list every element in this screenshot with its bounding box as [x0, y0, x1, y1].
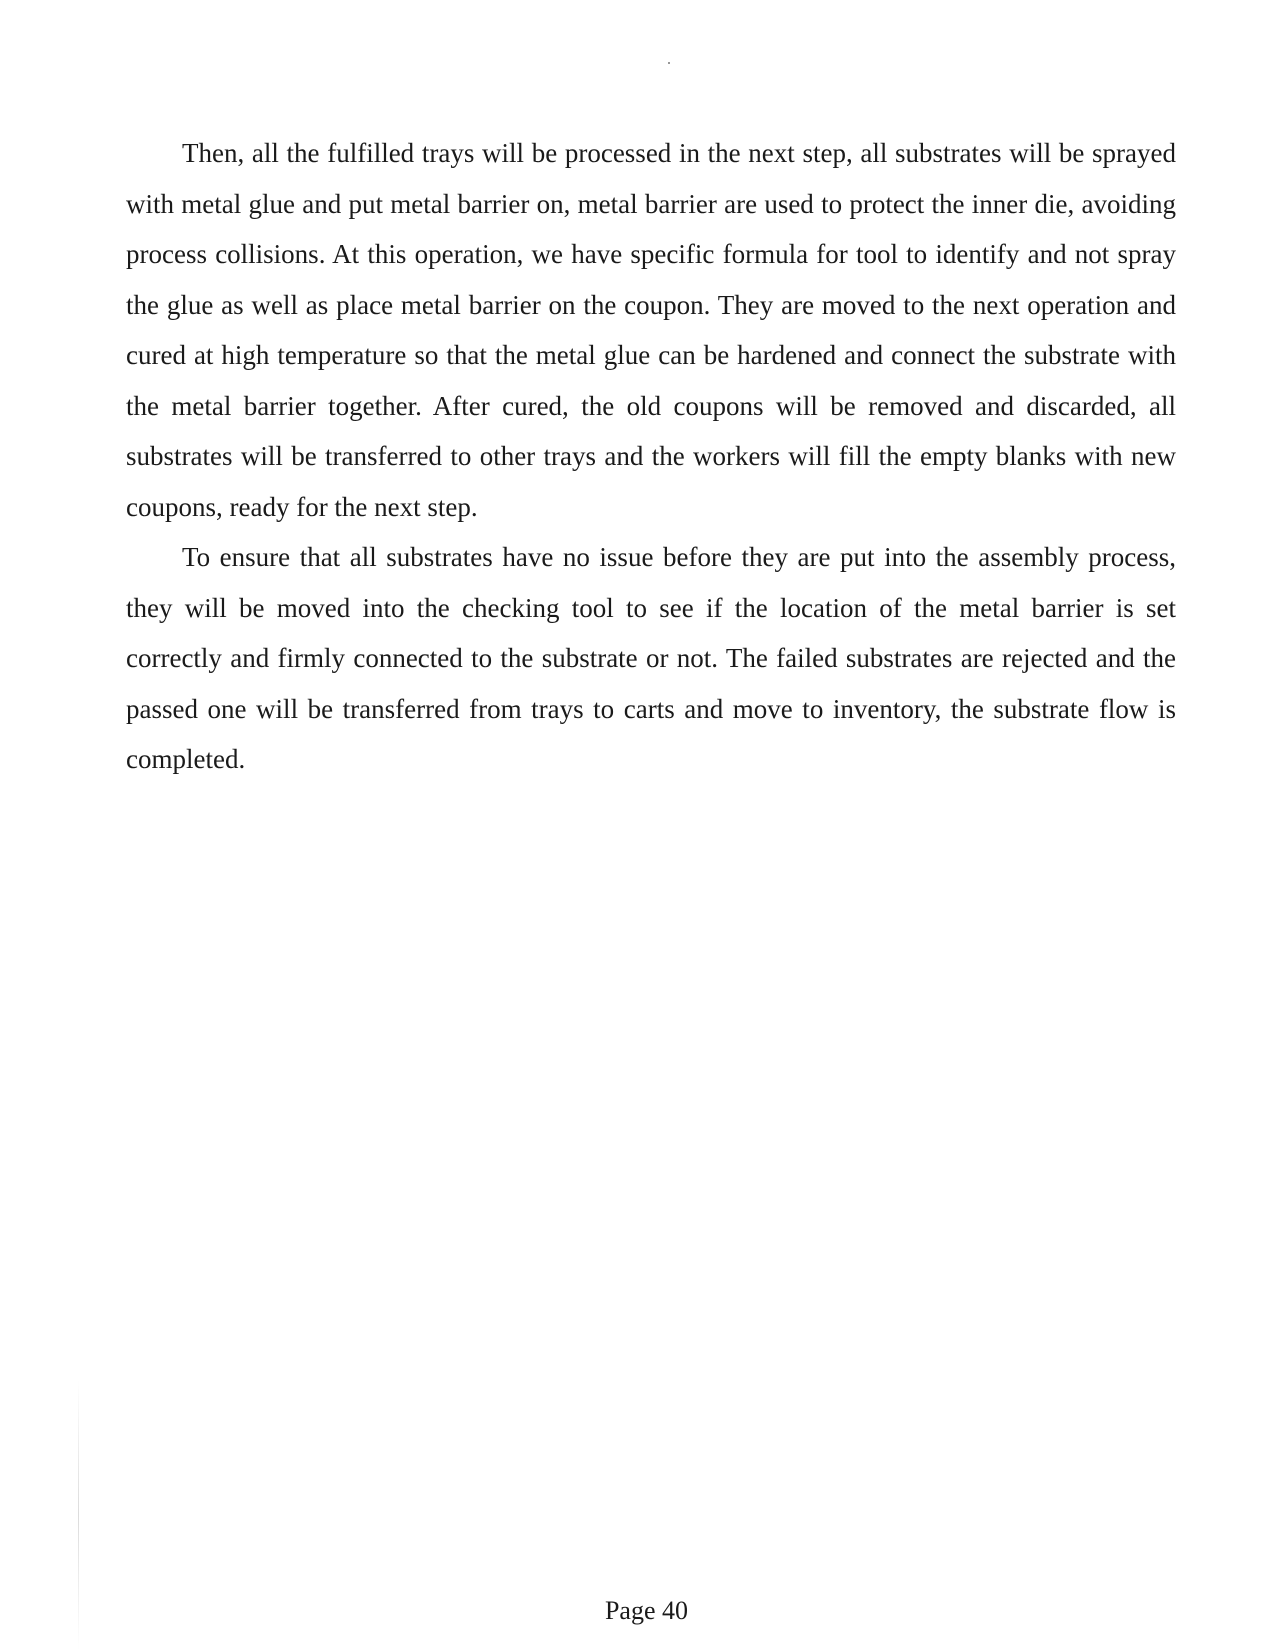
scan-artifact-dot [668, 62, 670, 64]
page-number: Page 40 [604, 1596, 689, 1625]
paragraph-substrate-processing: Then, all the fulfilled trays will be processed in the next step, all substrates will be sprayed with metal glue and put metal barrier on, metal barrier are used to protect the inner die, avoiding process collisions. At this operation, we have specific formula for tool to identify and not spray the glue as well as place metal barrier on the coupon. They are moved to the next operation and cured at high temperature so that the metal glue can be hardened and connect the substrate with the metal barrier together. After cured, the old coupons will be removed and discarded, all substrates will be transferred to other trays and the workers will fill the empty blanks with new coupons, ready for the next step. [126, 138, 1176, 522]
paragraph-substrate-checking: To ensure that all substrates have no issue before they are put into the assembly process, they will be moved into the checking tool to see if the location of the metal barrier is set correctly and firmly connected to the substrate or not. The failed substrates are rejected and the passed one will be transferred from trays to carts and move to inventory, the substrate flow is completed. [126, 542, 1176, 774]
body-text [126, 128, 1176, 785]
